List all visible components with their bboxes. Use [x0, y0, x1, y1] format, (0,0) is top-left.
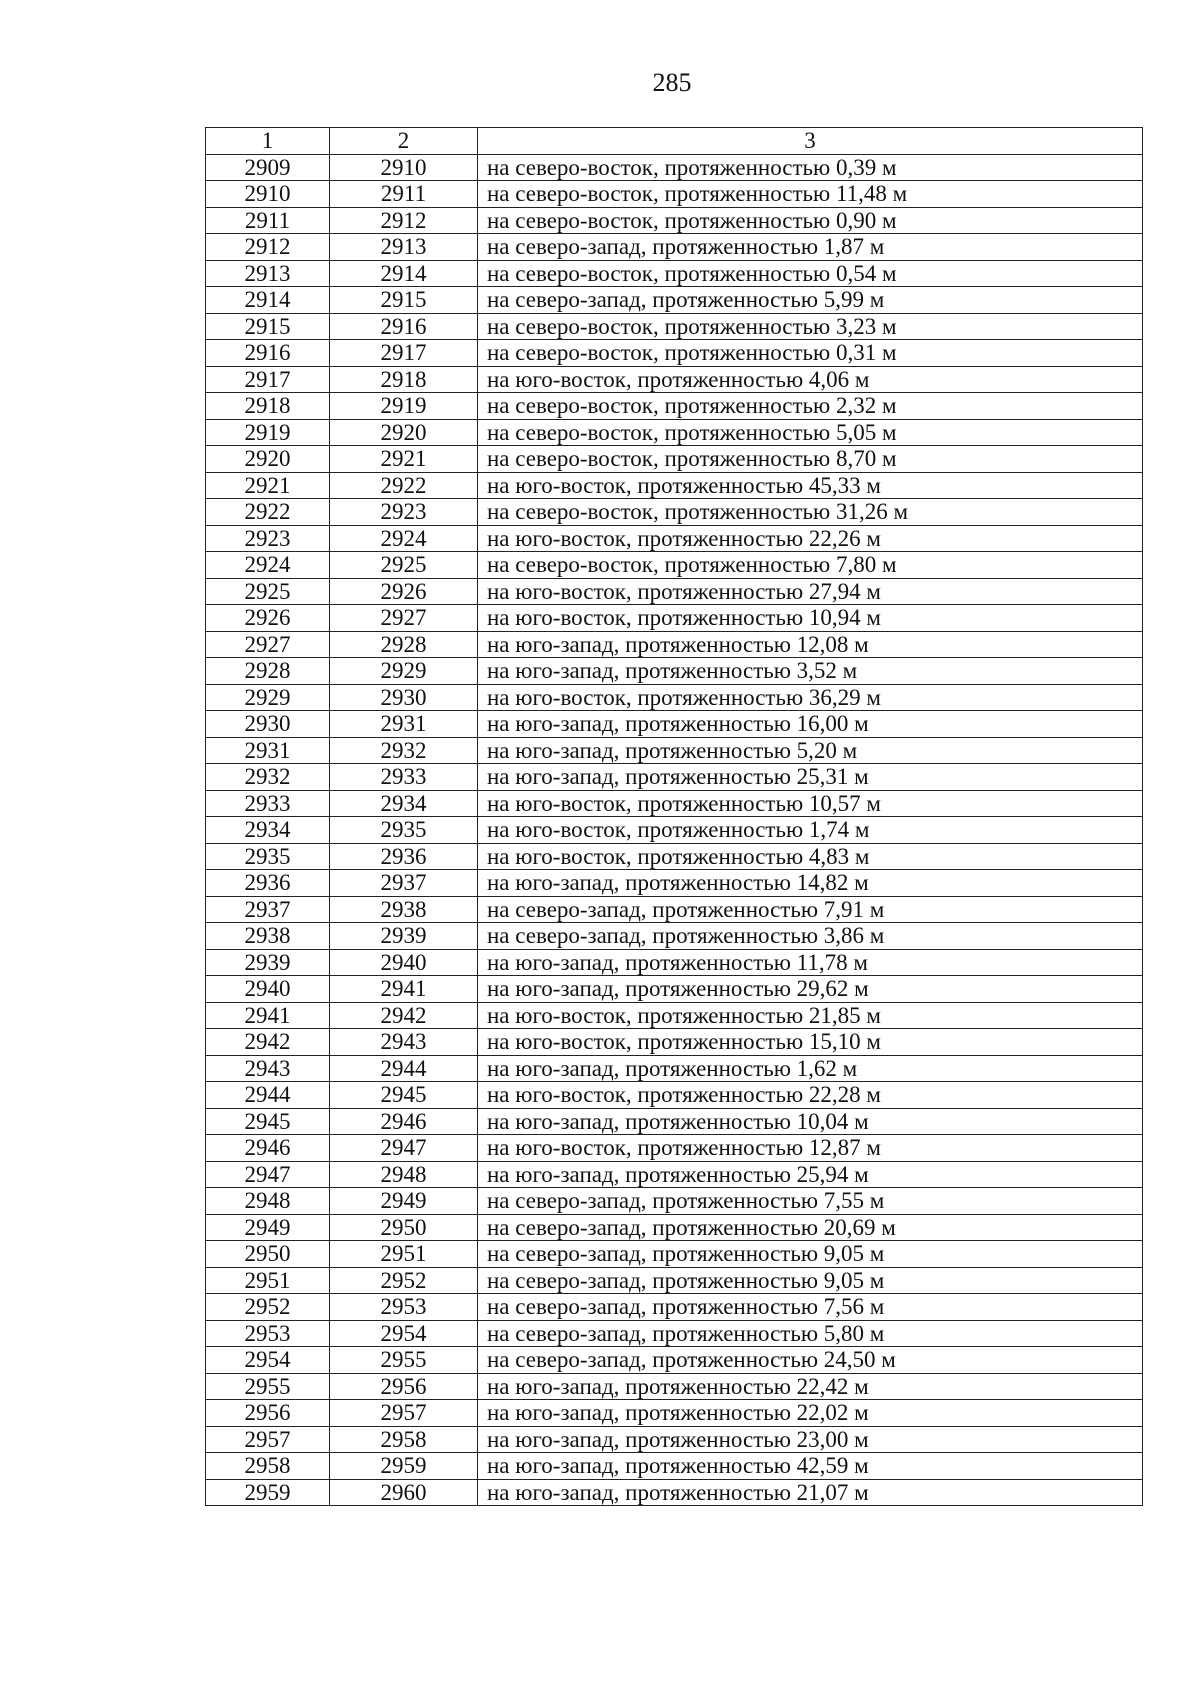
end-point-cell: 2959 — [330, 1453, 478, 1480]
direction-length-cell: на юго-восток, протяженностью 12,87 м — [478, 1135, 1143, 1162]
table-row — [206, 1479, 1143, 1506]
direction-length-cell: на северо-восток, протяженностью 0,31 м — [478, 340, 1143, 367]
end-point-cell: 2930 — [330, 684, 478, 711]
direction-length-cell: на юго-запад, протяженностью 14,82 м — [478, 870, 1143, 897]
table-row — [206, 181, 1143, 208]
table-row — [206, 896, 1143, 923]
end-point-cell: 2939 — [330, 923, 478, 950]
end-point-cell: 2910 — [330, 154, 478, 181]
table-row — [206, 737, 1143, 764]
table-row — [206, 1108, 1143, 1135]
start-point-cell: 2920 — [206, 446, 330, 473]
table-row — [206, 870, 1143, 897]
start-point-cell: 2955 — [206, 1373, 330, 1400]
table-row — [206, 207, 1143, 234]
direction-length-cell: на юго-запад, протяженностью 25,94 м — [478, 1161, 1143, 1188]
table-row — [206, 817, 1143, 844]
end-point-cell: 2912 — [330, 207, 478, 234]
end-point-cell: 2931 — [330, 711, 478, 738]
start-point-cell: 2946 — [206, 1135, 330, 1162]
table-row — [206, 790, 1143, 817]
end-point-cell: 2915 — [330, 287, 478, 314]
direction-length-cell: на северо-восток, протяженностью 8,70 м — [478, 446, 1143, 473]
direction-length-cell: на северо-восток, протяженностью 11,48 м — [478, 181, 1143, 208]
direction-length-cell: на юго-восток, протяженностью 45,33 м — [478, 472, 1143, 499]
direction-length-cell: на юго-восток, протяженностью 22,28 м — [478, 1082, 1143, 1109]
start-point-cell: 2944 — [206, 1082, 330, 1109]
start-point-cell: 2934 — [206, 817, 330, 844]
table-row — [206, 1082, 1143, 1109]
start-point-cell: 2916 — [206, 340, 330, 367]
direction-length-cell: на юго-запад, протяженностью 25,31 м — [478, 764, 1143, 791]
start-point-cell: 2950 — [206, 1241, 330, 1268]
start-point-cell: 2913 — [206, 260, 330, 287]
start-point-cell: 2910 — [206, 181, 330, 208]
start-point-cell: 2949 — [206, 1214, 330, 1241]
direction-length-cell: на северо-восток, протяженностью 0,39 м — [478, 154, 1143, 181]
direction-length-cell: на северо-запад, протяженностью 1,87 м — [478, 234, 1143, 261]
start-point-cell: 2935 — [206, 843, 330, 870]
direction-length-cell: на юго-восток, протяженностью 4,06 м — [478, 366, 1143, 393]
start-point-cell: 2909 — [206, 154, 330, 181]
end-point-cell: 2960 — [330, 1479, 478, 1506]
end-point-cell: 2919 — [330, 393, 478, 420]
end-point-cell: 2947 — [330, 1135, 478, 1162]
start-point-cell: 2933 — [206, 790, 330, 817]
table-row — [206, 1426, 1143, 1453]
start-point-cell: 2952 — [206, 1294, 330, 1321]
end-point-cell: 2914 — [330, 260, 478, 287]
end-point-cell: 2928 — [330, 631, 478, 658]
direction-length-cell: на юго-запад, протяженностью 5,20 м — [478, 737, 1143, 764]
start-point-cell: 2936 — [206, 870, 330, 897]
end-point-cell: 2951 — [330, 1241, 478, 1268]
end-point-cell: 2922 — [330, 472, 478, 499]
direction-length-cell: на юго-восток, протяженностью 36,29 м — [478, 684, 1143, 711]
end-point-cell: 2913 — [330, 234, 478, 261]
end-point-cell: 2944 — [330, 1055, 478, 1082]
direction-length-cell: на северо-восток, протяженностью 0,90 м — [478, 207, 1143, 234]
table-row — [206, 684, 1143, 711]
end-point-cell: 2917 — [330, 340, 478, 367]
table-row — [206, 1267, 1143, 1294]
table-row — [206, 499, 1143, 526]
direction-length-cell: на северо-восток, протяженностью 7,80 м — [478, 552, 1143, 579]
direction-length-cell: на юго-восток, протяженностью 21,85 м — [478, 1002, 1143, 1029]
table-header-row — [206, 128, 1143, 155]
column-header-2: 2 — [330, 128, 478, 155]
table-row — [206, 578, 1143, 605]
start-point-cell: 2912 — [206, 234, 330, 261]
start-point-cell: 2940 — [206, 976, 330, 1003]
table-row — [206, 1320, 1143, 1347]
table-row — [206, 711, 1143, 738]
start-point-cell: 2917 — [206, 366, 330, 393]
start-point-cell: 2956 — [206, 1400, 330, 1427]
start-point-cell: 2923 — [206, 525, 330, 552]
start-point-cell: 2911 — [206, 207, 330, 234]
end-point-cell: 2955 — [330, 1347, 478, 1374]
direction-length-cell: на юго-запад, протяженностью 3,52 м — [478, 658, 1143, 685]
end-point-cell: 2926 — [330, 578, 478, 605]
end-point-cell: 2934 — [330, 790, 478, 817]
direction-length-cell: на юго-запад, протяженностью 10,04 м — [478, 1108, 1143, 1135]
end-point-cell: 2945 — [330, 1082, 478, 1109]
direction-length-cell: на юго-восток, протяженностью 10,94 м — [478, 605, 1143, 632]
start-point-cell: 2945 — [206, 1108, 330, 1135]
start-point-cell: 2939 — [206, 949, 330, 976]
start-point-cell: 2914 — [206, 287, 330, 314]
table-row — [206, 525, 1143, 552]
start-point-cell: 2948 — [206, 1188, 330, 1215]
table-row — [206, 1453, 1143, 1480]
direction-length-cell: на северо-запад, протяженностью 7,56 м — [478, 1294, 1143, 1321]
end-point-cell: 2954 — [330, 1320, 478, 1347]
start-point-cell: 2959 — [206, 1479, 330, 1506]
table-row — [206, 260, 1143, 287]
direction-length-cell: на юго-восток, протяженностью 4,83 м — [478, 843, 1143, 870]
direction-length-cell: на северо-запад, протяженностью 20,69 м — [478, 1214, 1143, 1241]
direction-length-cell: на северо-запад, протяженностью 5,99 м — [478, 287, 1143, 314]
direction-length-cell: на юго-запад, протяженностью 42,59 м — [478, 1453, 1143, 1480]
direction-length-cell: на северо-запад, протяженностью 9,05 м — [478, 1241, 1143, 1268]
direction-length-cell: на северо-запад, протяженностью 9,05 м — [478, 1267, 1143, 1294]
end-point-cell: 2957 — [330, 1400, 478, 1427]
direction-length-cell: на юго-запад, протяженностью 16,00 м — [478, 711, 1143, 738]
table-row — [206, 1294, 1143, 1321]
end-point-cell: 2918 — [330, 366, 478, 393]
direction-length-cell: на северо-запад, протяженностью 5,80 м — [478, 1320, 1143, 1347]
end-point-cell: 2920 — [330, 419, 478, 446]
direction-length-cell: на северо-восток, протяженностью 3,23 м — [478, 313, 1143, 340]
end-point-cell: 2956 — [330, 1373, 478, 1400]
table-row — [206, 419, 1143, 446]
table-body — [206, 154, 1143, 1506]
end-point-cell: 2921 — [330, 446, 478, 473]
start-point-cell: 2919 — [206, 419, 330, 446]
end-point-cell: 2933 — [330, 764, 478, 791]
start-point-cell: 2938 — [206, 923, 330, 950]
start-point-cell: 2927 — [206, 631, 330, 658]
start-point-cell: 2928 — [206, 658, 330, 685]
start-point-cell: 2951 — [206, 1267, 330, 1294]
end-point-cell: 2929 — [330, 658, 478, 685]
start-point-cell: 2925 — [206, 578, 330, 605]
end-point-cell: 2946 — [330, 1108, 478, 1135]
column-header-1: 1 — [206, 128, 330, 155]
table-row — [206, 923, 1143, 950]
table-row — [206, 1373, 1143, 1400]
table-row — [206, 552, 1143, 579]
direction-length-cell: на юго-запад, протяженностью 11,78 м — [478, 949, 1143, 976]
end-point-cell: 2936 — [330, 843, 478, 870]
end-point-cell: 2953 — [330, 1294, 478, 1321]
start-point-cell: 2957 — [206, 1426, 330, 1453]
table-row — [206, 1002, 1143, 1029]
start-point-cell: 2958 — [206, 1453, 330, 1480]
end-point-cell: 2952 — [330, 1267, 478, 1294]
table-row — [206, 1135, 1143, 1162]
start-point-cell: 2915 — [206, 313, 330, 340]
direction-length-cell: на юго-восток, протяженностью 27,94 м — [478, 578, 1143, 605]
start-point-cell: 2943 — [206, 1055, 330, 1082]
table-row — [206, 1241, 1143, 1268]
page-number: 285 — [652, 68, 692, 97]
table-row — [206, 1055, 1143, 1082]
direction-length-cell: на юго-запад, протяженностью 12,08 м — [478, 631, 1143, 658]
direction-length-cell: на юго-запад, протяженностью 21,07 м — [478, 1479, 1143, 1506]
end-point-cell: 2948 — [330, 1161, 478, 1188]
end-point-cell: 2949 — [330, 1188, 478, 1215]
direction-length-cell: на северо-запад, протяженностью 7,91 м — [478, 896, 1143, 923]
direction-length-cell: на юго-восток, протяженностью 10,57 м — [478, 790, 1143, 817]
start-point-cell: 2931 — [206, 737, 330, 764]
table-row — [206, 949, 1143, 976]
direction-length-cell: на юго-запад, протяженностью 22,42 м — [478, 1373, 1143, 1400]
start-point-cell: 2924 — [206, 552, 330, 579]
table-row — [206, 313, 1143, 340]
end-point-cell: 2932 — [330, 737, 478, 764]
table-row — [206, 605, 1143, 632]
direction-length-cell: на северо-восток, протяженностью 31,26 м — [478, 499, 1143, 526]
table-row — [206, 472, 1143, 499]
end-point-cell: 2958 — [330, 1426, 478, 1453]
table-row — [206, 1029, 1143, 1056]
end-point-cell: 2916 — [330, 313, 478, 340]
table-row — [206, 658, 1143, 685]
start-point-cell: 2930 — [206, 711, 330, 738]
direction-length-cell: на юго-запад, протяженностью 1,62 м — [478, 1055, 1143, 1082]
table-row — [206, 234, 1143, 261]
direction-length-cell: на северо-восток, протяженностью 5,05 м — [478, 419, 1143, 446]
end-point-cell: 2937 — [330, 870, 478, 897]
direction-length-cell: на юго-восток, протяженностью 1,74 м — [478, 817, 1143, 844]
end-point-cell: 2943 — [330, 1029, 478, 1056]
direction-length-cell: на северо-восток, протяженностью 0,54 м — [478, 260, 1143, 287]
end-point-cell: 2941 — [330, 976, 478, 1003]
start-point-cell: 2954 — [206, 1347, 330, 1374]
table-row — [206, 843, 1143, 870]
end-point-cell: 2927 — [330, 605, 478, 632]
table-row — [206, 393, 1143, 420]
direction-length-cell: на юго-восток, протяженностью 22,26 м — [478, 525, 1143, 552]
start-point-cell: 2922 — [206, 499, 330, 526]
end-point-cell: 2923 — [330, 499, 478, 526]
table-row — [206, 287, 1143, 314]
start-point-cell: 2918 — [206, 393, 330, 420]
table-row — [206, 446, 1143, 473]
start-point-cell: 2926 — [206, 605, 330, 632]
direction-length-cell: на северо-запад, протяженностью 3,86 м — [478, 923, 1143, 950]
end-point-cell: 2924 — [330, 525, 478, 552]
direction-length-cell: на юго-запад, протяженностью 23,00 м — [478, 1426, 1143, 1453]
start-point-cell: 2929 — [206, 684, 330, 711]
direction-length-cell: на северо-запад, протяженностью 7,55 м — [478, 1188, 1143, 1215]
table-row — [206, 1188, 1143, 1215]
end-point-cell: 2925 — [330, 552, 478, 579]
end-point-cell: 2942 — [330, 1002, 478, 1029]
start-point-cell: 2932 — [206, 764, 330, 791]
table-row — [206, 366, 1143, 393]
start-point-cell: 2937 — [206, 896, 330, 923]
end-point-cell: 2940 — [330, 949, 478, 976]
start-point-cell: 2941 — [206, 1002, 330, 1029]
boundary-segments-table — [205, 127, 1143, 1506]
table-row — [206, 976, 1143, 1003]
table-row — [206, 631, 1143, 658]
table-row — [206, 340, 1143, 367]
end-point-cell: 2950 — [330, 1214, 478, 1241]
direction-length-cell: на северо-восток, протяженностью 2,32 м — [478, 393, 1143, 420]
table-row — [206, 154, 1143, 181]
end-point-cell: 2911 — [330, 181, 478, 208]
start-point-cell: 2947 — [206, 1161, 330, 1188]
table-row — [206, 1161, 1143, 1188]
start-point-cell: 2921 — [206, 472, 330, 499]
table-row — [206, 764, 1143, 791]
table-row — [206, 1400, 1143, 1427]
column-header-3: 3 — [478, 128, 1143, 155]
direction-length-cell: на северо-запад, протяженностью 24,50 м — [478, 1347, 1143, 1374]
direction-length-cell: на юго-запад, протяженностью 22,02 м — [478, 1400, 1143, 1427]
table-row — [206, 1347, 1143, 1374]
table-row — [206, 1214, 1143, 1241]
direction-length-cell: на юго-восток, протяженностью 15,10 м — [478, 1029, 1143, 1056]
end-point-cell: 2938 — [330, 896, 478, 923]
start-point-cell: 2953 — [206, 1320, 330, 1347]
direction-length-cell: на юго-запад, протяженностью 29,62 м — [478, 976, 1143, 1003]
start-point-cell: 2942 — [206, 1029, 330, 1056]
end-point-cell: 2935 — [330, 817, 478, 844]
